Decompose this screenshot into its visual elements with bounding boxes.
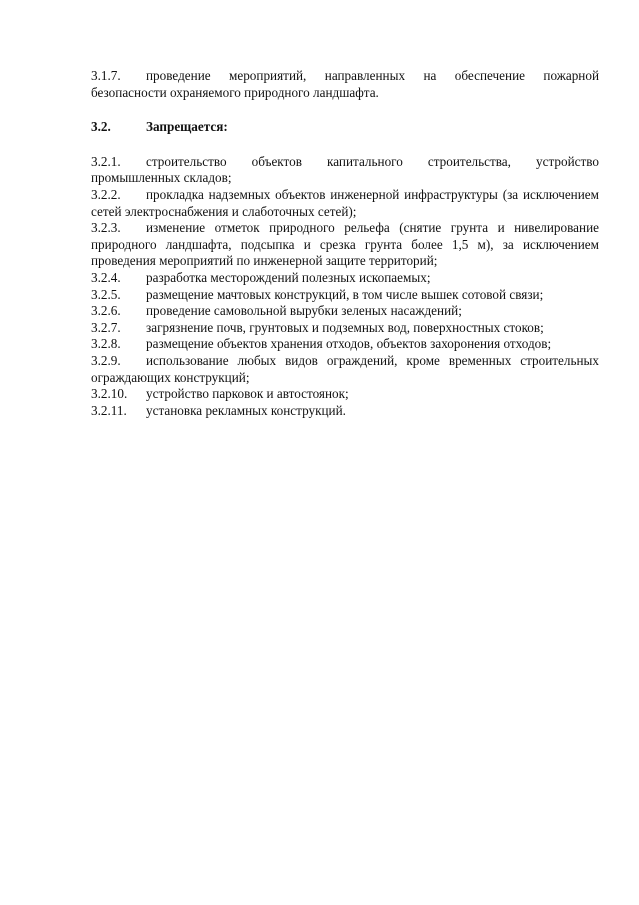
list-item bbox=[91, 220, 599, 270]
list-item bbox=[91, 336, 599, 353]
clause-number: 3.2.4. bbox=[91, 269, 121, 285]
list-item bbox=[91, 287, 599, 304]
clause-3-1-7 bbox=[91, 68, 599, 101]
clause-text: разработка месторождений полезных ископаемых; bbox=[146, 269, 431, 285]
section-number: 3.2. bbox=[91, 119, 111, 135]
list-item bbox=[91, 403, 599, 420]
clause-text: изменение отметок природного рельефа (снятие грунта и нивелирование природного ландшафта, подсыпка и срезка грунта более 1,5 м), за исключением проведения мероприятий по инженерной защите территорий; bbox=[91, 220, 599, 269]
clause-text: устройство парковок и автостоянок; bbox=[146, 386, 349, 402]
clause-text: проведение мероприятий, направленных на обеспечение пожарной безопасности охраняемого природного ландшафта. bbox=[91, 68, 599, 100]
list-item bbox=[91, 154, 599, 187]
clause-number: 3.2.2. bbox=[91, 186, 121, 202]
clause-number: 3.2.11. bbox=[91, 402, 127, 418]
clause-text: размещение объектов хранения отходов, объектов захоронения отходов; bbox=[146, 336, 552, 352]
clause-number: 3.2.1. bbox=[91, 153, 121, 169]
clause-text: использование любых видов ограждений, кроме временных строительных ограждающих конструкций; bbox=[91, 352, 599, 385]
clause-text: размещение мачтовых конструкций, в том числе вышек сотовой связи; bbox=[146, 286, 544, 302]
clause-number: 3.2.10. bbox=[91, 386, 128, 402]
prohibitions-list bbox=[91, 154, 599, 420]
list-item bbox=[91, 353, 599, 386]
clause-text: проведение самовольной вырубки зеленых насаждений; bbox=[146, 303, 462, 319]
clause-number: 3.1.7. bbox=[91, 68, 121, 83]
clause-text: строительство объектов капитального строительства, устройство промышленных складов; bbox=[91, 153, 599, 186]
clause-number: 3.2.8. bbox=[91, 336, 121, 352]
clause-number: 3.2.3. bbox=[91, 220, 121, 236]
list-item bbox=[91, 386, 599, 403]
clause-number: 3.2.6. bbox=[91, 303, 121, 319]
clause-text: прокладка надземных объектов инженерной инфраструктуры (за исключением сетей электроснабжения и слаботочных сетей); bbox=[91, 186, 599, 219]
document-page bbox=[91, 68, 599, 419]
clause-text: загрязнение почв, грунтовых и подземных вод, поверхностных стоков; bbox=[146, 319, 544, 335]
clause-number: 3.2.5. bbox=[91, 286, 121, 302]
list-item bbox=[91, 320, 599, 337]
section-heading bbox=[91, 119, 599, 136]
clause-number: 3.2.7. bbox=[91, 319, 121, 335]
list-item bbox=[91, 303, 599, 320]
list-item bbox=[91, 270, 599, 287]
section-title: Запрещается: bbox=[146, 119, 228, 135]
clause-text: установка рекламных конструкций. bbox=[146, 402, 346, 418]
clause-number: 3.2.9. bbox=[91, 352, 121, 368]
list-item bbox=[91, 187, 599, 220]
